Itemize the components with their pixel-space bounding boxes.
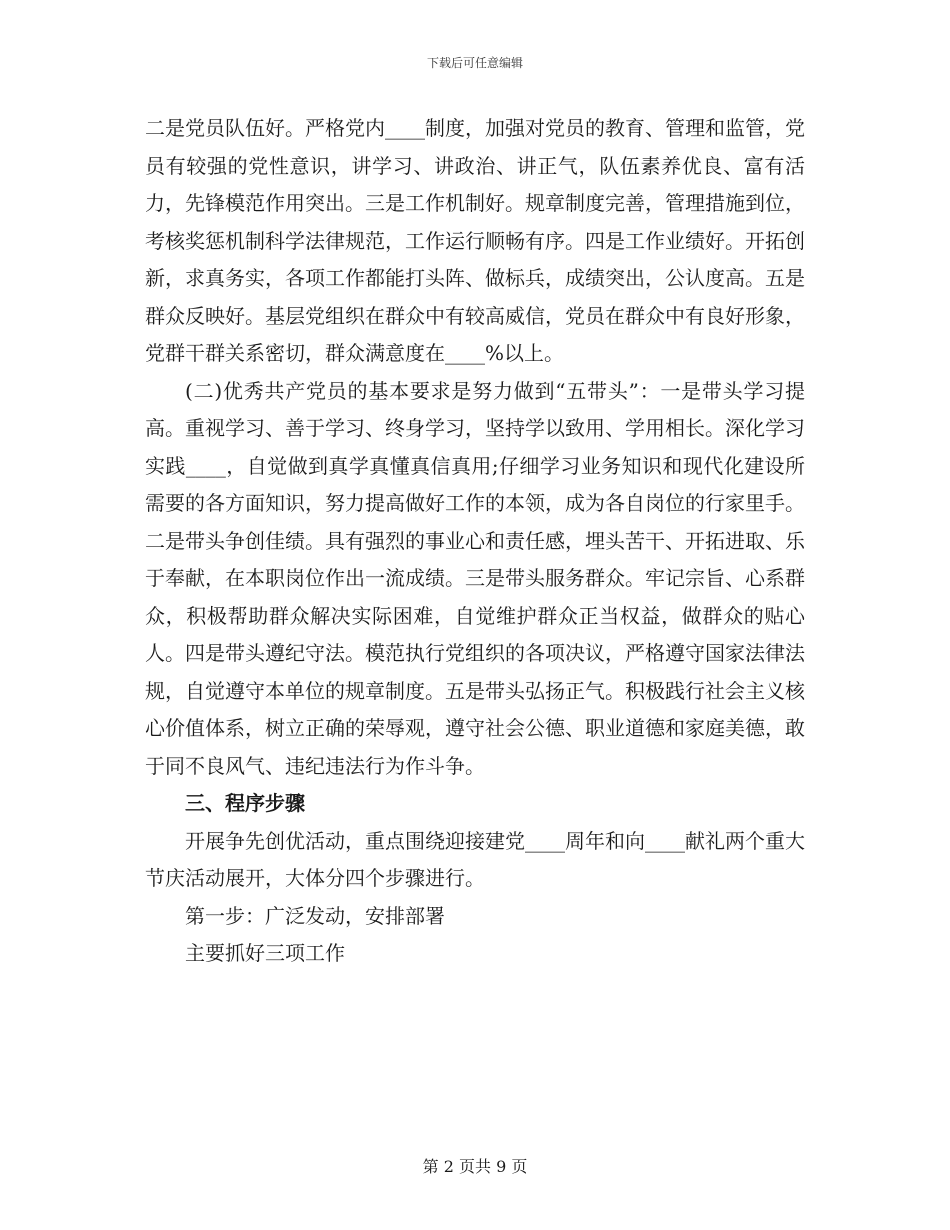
- section-heading-procedure-steps: 三、程序步骤: [185, 791, 305, 815]
- paragraph-step-one: 第一步：广泛发动，安排部署: [185, 903, 445, 928]
- paragraph-five-leads: (二)优秀共产党员的基本要求是努力做到“五带头”：一是带头学习提高。重视学习、善于学习、终身学习，坚持学以致用、学用相长。深化学习实践____，自觉做到真学真懂真信真用;仔细学习业务知识和现代化建设所需要的各方面知识，努力提高做好工作的本领，成为各自岗位的行家里手。二是带头争创佳绩。具有强烈的事业心和责任感，埋头苦干、开拓进取、乐于奉献，在本职岗位作出一流成绩。三是带头服务群众。牢记宗旨、心系群众，积极帮助群众解决实际困难，自觉维护群众正当权益，做群众的贴心人。四是带头遵纪守法。模范执行党组织的各项决议，严格遵守国家法律法规，自觉遵守本单位的规章制度。五是带头弘扬正气。积极践行社会主义核心价值体系，树立正确的荣辱观，遵守社会公德、职业道德和家庭美德，敢于同不良风气、违纪违法行为作斗争。: [145, 378, 805, 778]
- page-footer-page-number: 第 2 页共 9 页: [422, 1157, 528, 1176]
- paragraph-three-tasks: 主要抓好三项工作: [185, 941, 345, 965]
- paragraph-party-members-team: 二是党员队伍好。严格党内____制度，加强对党员的教育、管理和监管，党员有较强的党性意识，讲学习、讲政治、讲正气，队伍素养优良、富有活力，先锋模范作用突出。三是工作机制好。规章制度完善，管理措施到位，考核奖惩机制科学法律规范，工作运行顺畅有序。四是工作业绩好。开拓创新，求真务实，各项工作都能打头阵、做标兵，成绩突出，公认度高。五是群众反映好。基层党组织在群众中有较高威信，党员在群众中有良好形象，党群干群关系密切，群众满意度在____%以上。: [145, 116, 805, 365]
- page-header: 下载后可任意编辑: [426, 56, 523, 70]
- document-body: [145, 110, 805, 973]
- paragraph-activity-overview: 开展争先创优活动，重点围绕迎接建党____周年和向____献礼两个重大节庆活动展开，大体分四个步骤进行。: [145, 828, 805, 890]
